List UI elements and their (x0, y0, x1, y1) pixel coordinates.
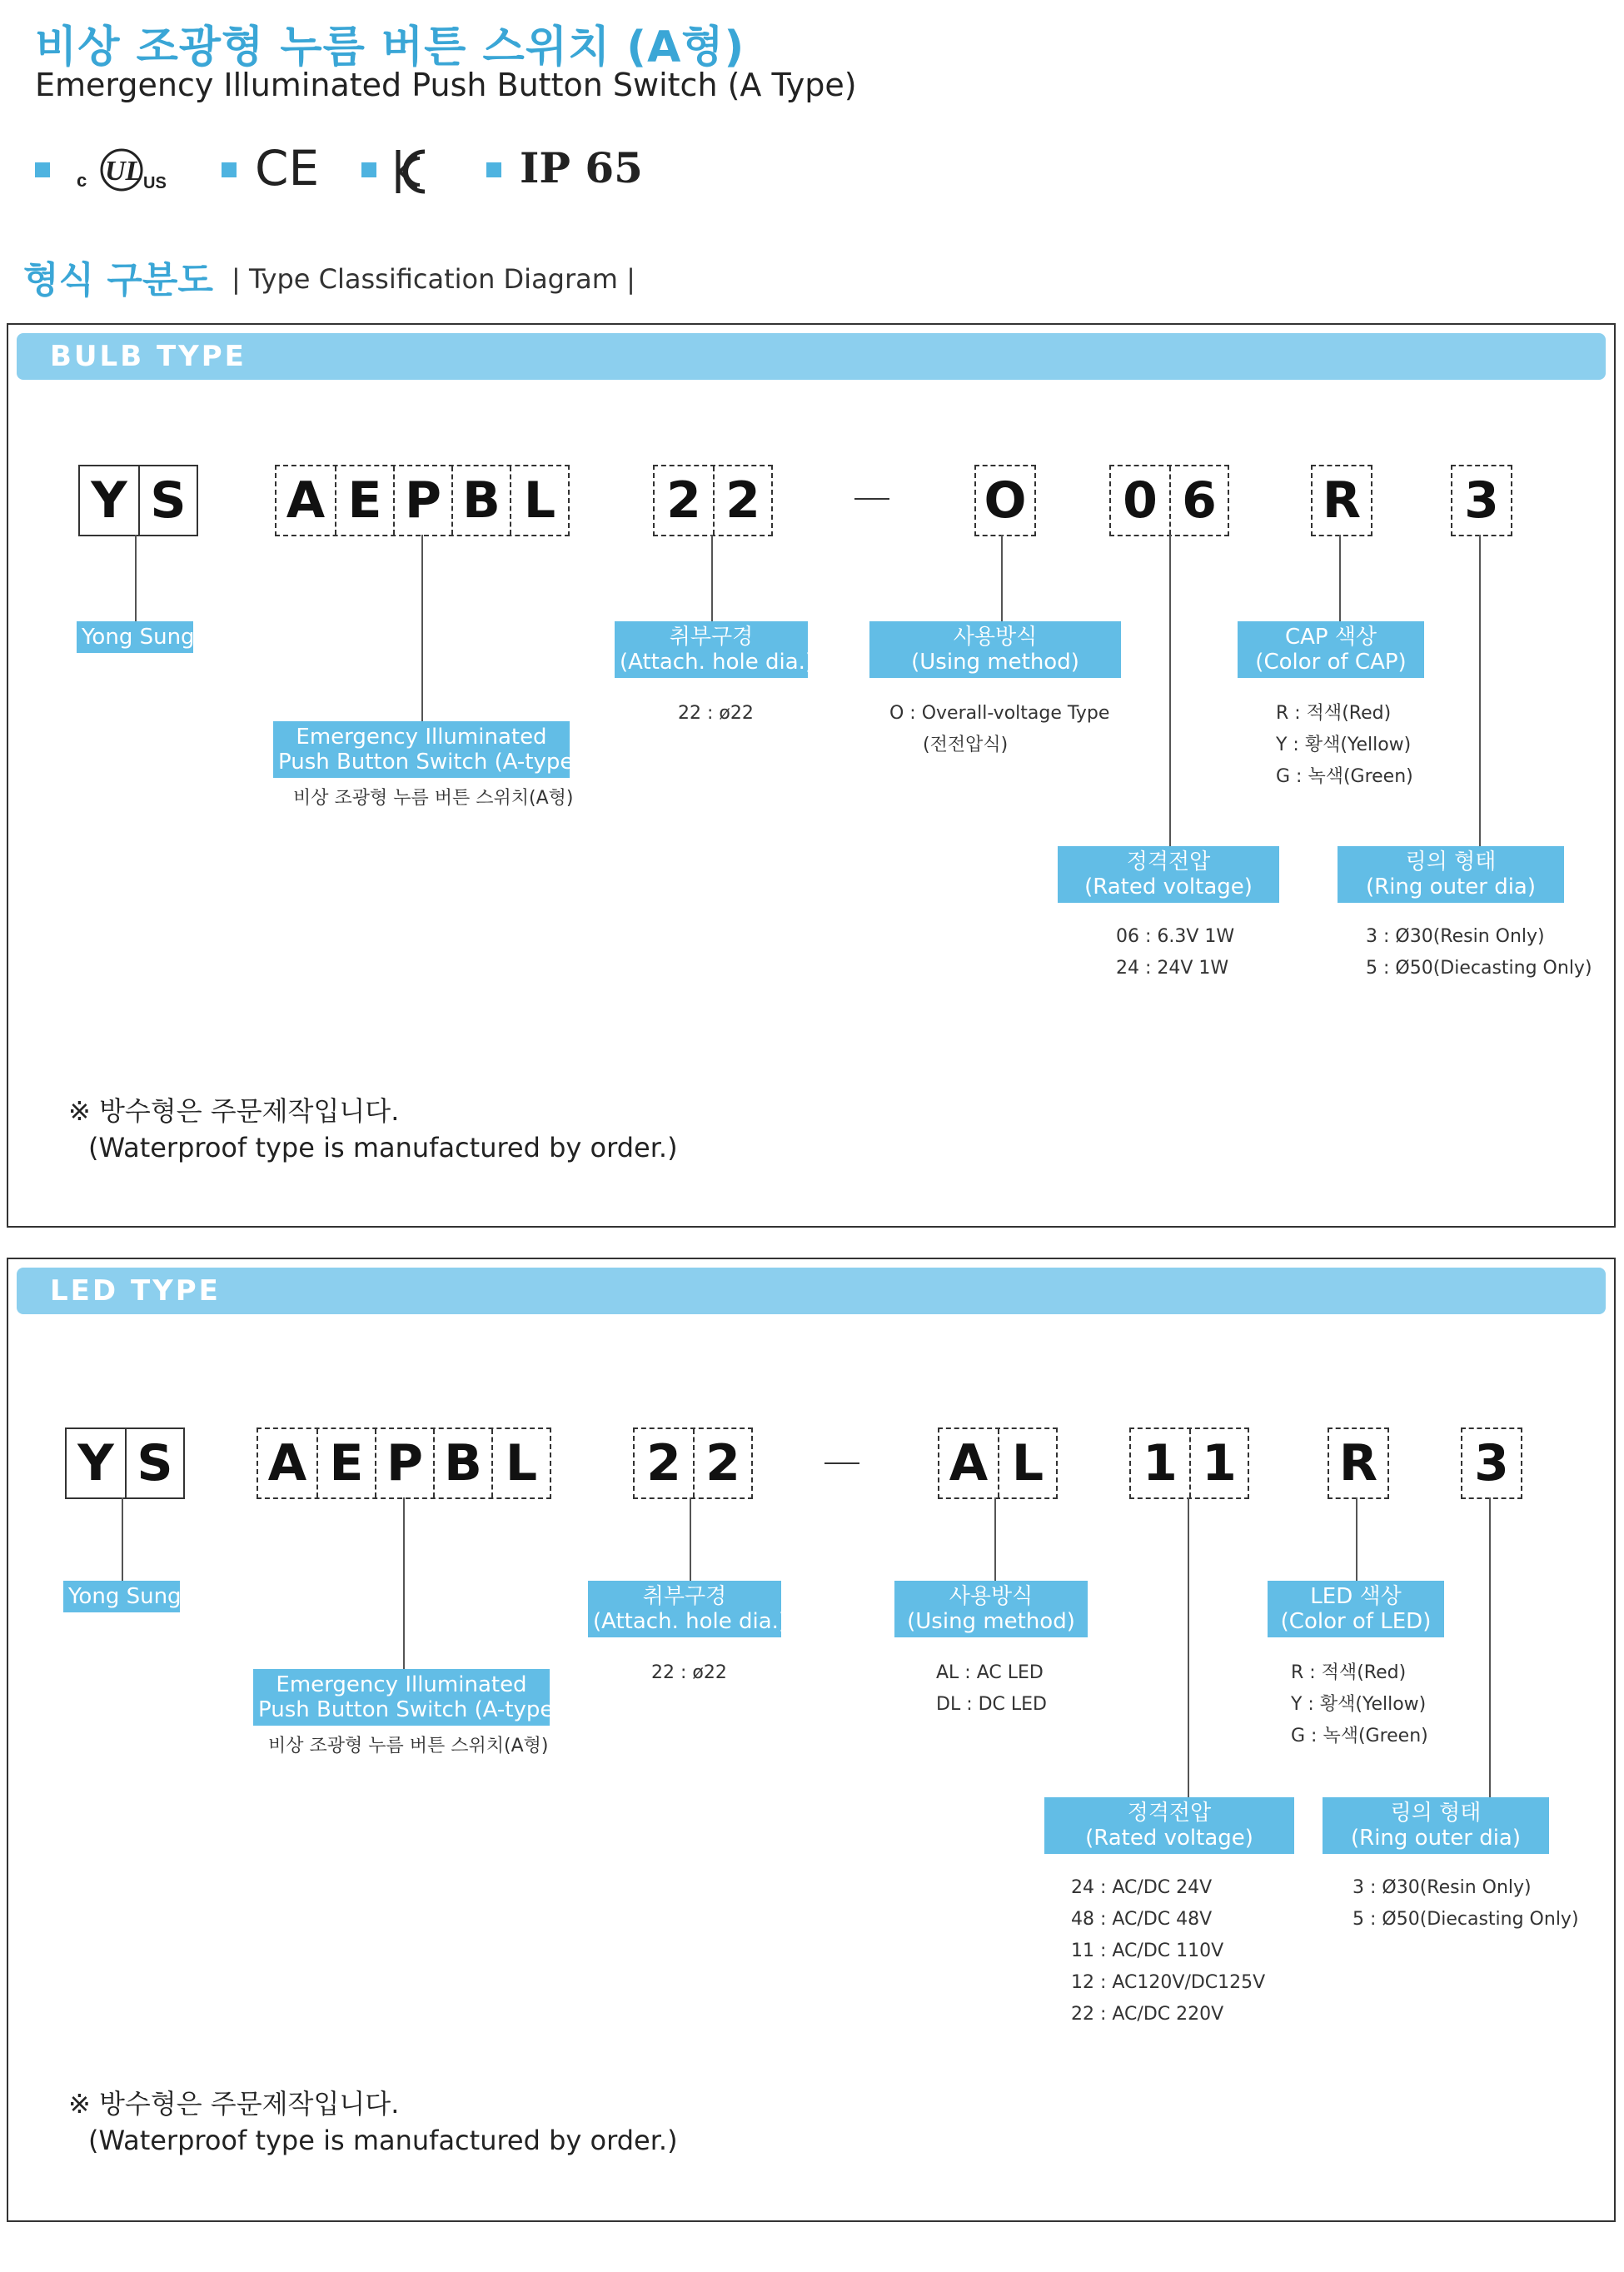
code-char: Y (91, 471, 127, 530)
code-char: S (138, 466, 197, 535)
desc-line: 11 : AC/DC 110V (1071, 1941, 1224, 1961)
code-ring (1451, 465, 1512, 536)
bullet-icon (222, 162, 237, 177)
label-yong-sung: Yong Sung (63, 1581, 180, 1612)
connector-line (1339, 535, 1341, 621)
label-series (253, 1669, 562, 1726)
connector-line (135, 535, 137, 621)
method-desc (889, 698, 1109, 761)
code-char: S (125, 1429, 183, 1497)
code-char: 2 (713, 466, 771, 535)
code-char: A (949, 1434, 989, 1492)
connector-line (711, 535, 713, 621)
desc-line: 48 : AC/DC 48V (1071, 1909, 1213, 1930)
label-ring (1338, 846, 1564, 903)
desc-line: Y : 황색(Yellow) (1276, 735, 1412, 755)
section-subtitle: | Type Classification Diagram | (232, 263, 635, 295)
section-title: 형식 구분도 (23, 259, 213, 301)
code-char: Y (77, 1434, 114, 1492)
color-desc (1291, 1657, 1428, 1752)
color-desc (1276, 698, 1413, 793)
connector-line (690, 1497, 691, 1581)
code-char: 1 (1189, 1429, 1248, 1497)
series-desc: 비상 조광형 누름 버튼 스위치(A형) (293, 788, 574, 809)
connector-line (1188, 1497, 1189, 1797)
label-line: (Using method) (911, 650, 1079, 675)
label-line: Emergency Illuminated (296, 725, 547, 750)
page-title-korean: 비상 조광형 누름 버튼 스위치 (A형) (35, 22, 745, 72)
note-line-ko: ※ 방수형은 주문제작입니다. (68, 2088, 400, 2120)
code-method (974, 465, 1036, 536)
label-line: 취부구경 (642, 1584, 727, 1609)
ul-us-mark: US (143, 174, 167, 192)
label-line: 링의 형태 (1390, 1801, 1482, 1826)
code-char: E (316, 1429, 375, 1497)
connector-line (1356, 1497, 1357, 1581)
desc-line: O : Overall-voltage Type (889, 703, 1110, 724)
desc-line: Y : 황색(Yellow) (1291, 1694, 1427, 1715)
label-hole-size (588, 1581, 788, 1637)
code-method (938, 1427, 1058, 1499)
voltage-desc (1116, 921, 1234, 984)
code-voltage (1129, 1427, 1249, 1499)
connector-line (122, 1497, 123, 1581)
connector-line (1489, 1497, 1491, 1797)
code-series (275, 465, 570, 536)
label-line: 사용방식 (949, 1584, 1034, 1609)
hole-size-desc (651, 1657, 727, 1689)
bulb-type-panel (7, 323, 1616, 1228)
code-char: 3 (1474, 1434, 1509, 1492)
code-ys (65, 1427, 185, 1499)
desc-line: R : 적색(Red) (1276, 703, 1392, 724)
bullet-icon (35, 162, 50, 177)
svg-text:UL: UL (105, 156, 143, 187)
label-line: 정격전압 (1127, 1801, 1212, 1826)
desc-line: 12 : AC120V/DC125V (1071, 1972, 1266, 1993)
note-line-en: (Waterproof type is manufactured by order.) (88, 2125, 678, 2156)
waterproof-note (68, 1093, 678, 1166)
ul-cert-icon (73, 148, 173, 195)
code-series (257, 1427, 551, 1499)
code-color (1311, 465, 1372, 536)
note-line-en: (Waterproof type is manufactured by order.) (88, 1132, 678, 1163)
connector-line (421, 535, 423, 721)
ce-cert-icon: CE (255, 140, 320, 197)
connector-line (1169, 535, 1171, 846)
code-voltage (1109, 465, 1229, 536)
label-line: 사용방식 (953, 625, 1038, 650)
label-line: (Ring outer dia) (1350, 1826, 1521, 1851)
label-line: CAP 색상 (1284, 625, 1377, 650)
label-color (1268, 1581, 1444, 1637)
desc-line: 06 : 6.3V 1W (1116, 926, 1235, 947)
bullet-icon (486, 162, 501, 177)
connector-line (994, 1497, 996, 1581)
label-line: Push Button Switch (A-type) (258, 1697, 562, 1722)
code-char: 6 (1169, 466, 1228, 535)
label-line: (Rated voltage) (1085, 1826, 1253, 1851)
label-line: LED 색상 (1310, 1584, 1402, 1609)
desc-line: 5 : Ø50(Diecasting Only) (1353, 1909, 1579, 1930)
label-line: (Color of LED) (1280, 1609, 1432, 1634)
desc-line: (전전압식) (923, 735, 1009, 755)
led-type-header (17, 1268, 1606, 1314)
kc-cert-icon (391, 147, 435, 197)
label-line: Emergency Illuminated (276, 1672, 527, 1697)
ul-c-mark: c (77, 170, 87, 191)
led-type-header-label: LED TYPE (50, 1274, 221, 1308)
code-char: 3 (1464, 471, 1499, 530)
label-method (869, 621, 1121, 678)
code-separator-dash (854, 498, 889, 500)
label-line: (Color of CAP) (1255, 650, 1407, 675)
desc-line: 5 : Ø50(Diecasting Only) (1366, 958, 1592, 979)
code-char: 1 (1143, 1434, 1178, 1492)
label-line: Push Button Switch (A-type) (278, 750, 582, 775)
label-color (1238, 621, 1424, 678)
desc-line: 22 : ø22 (651, 1662, 727, 1683)
waterproof-note (68, 2085, 678, 2159)
desc-line: G : 녹색(Green) (1276, 766, 1413, 787)
note-line-ko: ※ 방수형은 주문제작입니다. (68, 1095, 400, 1127)
code-char: 0 (1123, 471, 1158, 530)
code-hole-size (633, 1427, 753, 1499)
label-line: (Ring outer dia) (1365, 874, 1536, 899)
code-char: L (998, 1429, 1056, 1497)
label-line: 링의 형태 (1405, 850, 1497, 874)
code-char: R (1338, 1434, 1378, 1492)
desc-line: 24 : 24V 1W (1116, 958, 1229, 979)
code-char: A (267, 1434, 307, 1492)
code-ys (78, 465, 198, 536)
desc-line: 3 : Ø30(Resin Only) (1366, 926, 1545, 947)
label-line: 정격전압 (1126, 850, 1211, 874)
bulb-type-header (17, 333, 1606, 380)
desc-line: 3 : Ø30(Resin Only) (1353, 1877, 1532, 1898)
code-char: 2 (693, 1429, 751, 1497)
method-desc (936, 1657, 1047, 1721)
label-line: 취부구경 (669, 625, 754, 650)
code-char: A (286, 471, 326, 530)
code-char: L (510, 466, 568, 535)
label-line: (Using method) (907, 1609, 1075, 1634)
bullet-icon (361, 162, 376, 177)
label-line: (Attach. hole dia.) (620, 650, 814, 675)
code-char: R (1322, 471, 1362, 530)
code-char: B (433, 1429, 491, 1497)
code-char: O (984, 471, 1027, 530)
code-separator-dash (824, 1462, 859, 1464)
code-char: P (393, 466, 451, 535)
desc-line: G : 녹색(Green) (1291, 1726, 1428, 1746)
ip-rating-icon: IP 65 (520, 143, 643, 192)
ring-desc (1353, 1872, 1579, 1936)
connector-line (403, 1497, 405, 1669)
label-yong-sung: Yong Sung (77, 621, 193, 653)
code-hole-size (653, 465, 773, 536)
desc-line: 22 : ø22 (678, 703, 754, 724)
label-ring (1323, 1797, 1549, 1854)
ring-desc (1366, 921, 1592, 984)
code-char: 2 (666, 471, 701, 530)
label-method (894, 1581, 1088, 1637)
connector-line (1479, 535, 1481, 846)
code-char: E (335, 466, 393, 535)
label-line: (Rated voltage) (1084, 874, 1253, 899)
label-line: (Attach. hole dia.) (593, 1609, 788, 1634)
code-char: P (375, 1429, 433, 1497)
label-hole-size (615, 621, 814, 678)
desc-line: 22 : AC/DC 220V (1071, 2004, 1224, 2025)
desc-line: DL : DC LED (936, 1694, 1047, 1715)
series-desc: 비상 조광형 누름 버튼 스위치(A형) (268, 1736, 549, 1756)
code-ring (1461, 1427, 1522, 1499)
page-title-english: Emergency Illuminated Push Button Switch (A Type) (35, 67, 857, 103)
code-color (1328, 1427, 1389, 1499)
voltage-desc (1071, 1872, 1265, 2030)
label-voltage (1058, 846, 1279, 903)
code-char: 2 (646, 1434, 681, 1492)
connector-line (1001, 535, 1003, 621)
bulb-type-header-label: BULB TYPE (50, 340, 247, 373)
desc-line: 24 : AC/DC 24V (1071, 1877, 1213, 1898)
code-char: L (491, 1429, 550, 1497)
led-type-panel (7, 1258, 1616, 2222)
label-voltage (1044, 1797, 1294, 1854)
desc-line: R : 적색(Red) (1291, 1662, 1407, 1683)
label-series (273, 721, 582, 778)
desc-line: AL : AC LED (936, 1662, 1044, 1683)
code-char: B (451, 466, 510, 535)
hole-size-desc (678, 698, 754, 730)
